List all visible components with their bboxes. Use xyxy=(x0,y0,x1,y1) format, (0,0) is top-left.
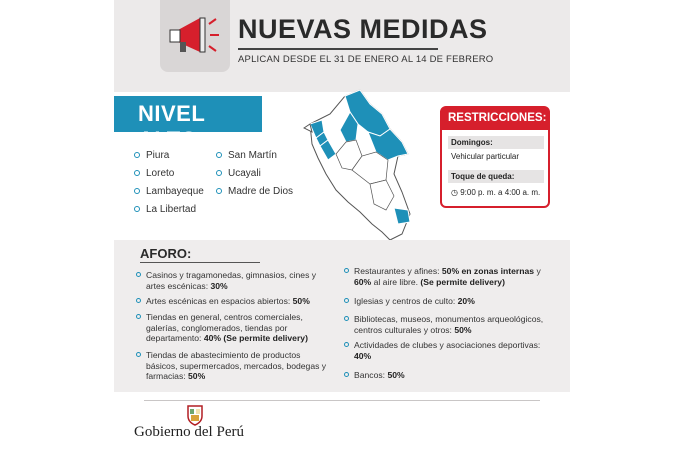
page-subtitle: APLICAN DESDE EL 31 DE ENERO AL 14 DE FEBRERO xyxy=(238,54,494,65)
region-item: Piura xyxy=(134,150,169,161)
title-underline xyxy=(238,48,438,50)
bullet-icon xyxy=(216,152,222,158)
toque-label: Toque de queda: xyxy=(448,170,544,183)
infographic-card xyxy=(114,0,570,453)
bullet-icon xyxy=(344,268,349,273)
toque-row xyxy=(448,186,544,199)
bullet-icon xyxy=(344,372,349,377)
bullet-icon xyxy=(134,206,140,212)
region-item: Madre de Dios xyxy=(216,186,293,197)
bullet-icon xyxy=(136,298,141,303)
bullet-icon xyxy=(134,170,140,176)
region-item: Ucayali xyxy=(216,168,261,179)
footer-divider xyxy=(144,400,540,401)
bullet-icon xyxy=(216,170,222,176)
aforo-item: Bancos: 50% xyxy=(354,370,546,381)
nivel-banner: NIVEL ALTO xyxy=(114,96,262,132)
gobierno-del-peru-label: Gobierno del Perú xyxy=(134,424,244,440)
toque-value: 9:00 p. m. a 4:00 a. m. xyxy=(460,188,541,197)
bullet-icon xyxy=(134,152,140,158)
aforo-underline xyxy=(140,262,260,263)
aforo-title: AFORO: xyxy=(140,246,192,261)
bullet-icon xyxy=(344,316,349,321)
aforo-item: Actividades de clubes y asociaciones deportivas: 40% xyxy=(354,340,546,361)
bullet-icon xyxy=(134,188,140,194)
restrictions-box xyxy=(440,106,550,208)
bullet-icon xyxy=(344,342,349,347)
aforo-item: Tiendas de abastecimiento de productos básicos, supermercados, mercados, bodegas y farmacias: 50% xyxy=(146,350,328,382)
region-item: San Martín xyxy=(216,150,277,161)
region-item: La Libertad xyxy=(134,204,196,215)
regions-list xyxy=(134,150,314,220)
peru-map xyxy=(290,84,420,244)
aforo-item: Casinos y tragamonedas, gimnasios, cines y artes escénicas: 30% xyxy=(146,270,328,291)
aforo-item: Bibliotecas, museos, monumentos arqueológicos, centros culturales y otros: 50% xyxy=(354,314,546,335)
aforo-item: Restaurantes y afines: 50% en zonas internas y 60% al aire libre. (Se permite delivery) xyxy=(354,266,546,287)
region-item: Loreto xyxy=(134,168,174,179)
aforo-item: Tiendas en general, centros comerciales, galerías, conglomerados, tiendas por departamento: 40% (Se permite delivery) xyxy=(146,312,332,344)
clock-icon: ◷ xyxy=(451,188,458,197)
megaphone-box xyxy=(160,0,230,72)
bullet-icon xyxy=(136,314,141,319)
bullet-icon xyxy=(216,188,222,194)
domingos-label: Domingos: xyxy=(448,136,544,149)
page-title: NUEVAS MEDIDAS xyxy=(238,14,488,44)
megaphone-icon xyxy=(160,0,230,72)
aforo-item: Iglesias y centros de culto: 20% xyxy=(354,296,546,307)
coat-of-arms-icon xyxy=(186,404,204,426)
bullet-icon xyxy=(136,272,141,277)
aforo-item: Artes escénicas en espacios abiertos: 50% xyxy=(146,296,328,307)
bullet-icon xyxy=(136,352,141,357)
restrictions-title: RESTRICCIONES: xyxy=(442,108,548,130)
domingos-value: Vehicular particular xyxy=(451,152,520,161)
region-item: Lambayeque xyxy=(134,186,204,197)
bullet-icon xyxy=(344,298,349,303)
